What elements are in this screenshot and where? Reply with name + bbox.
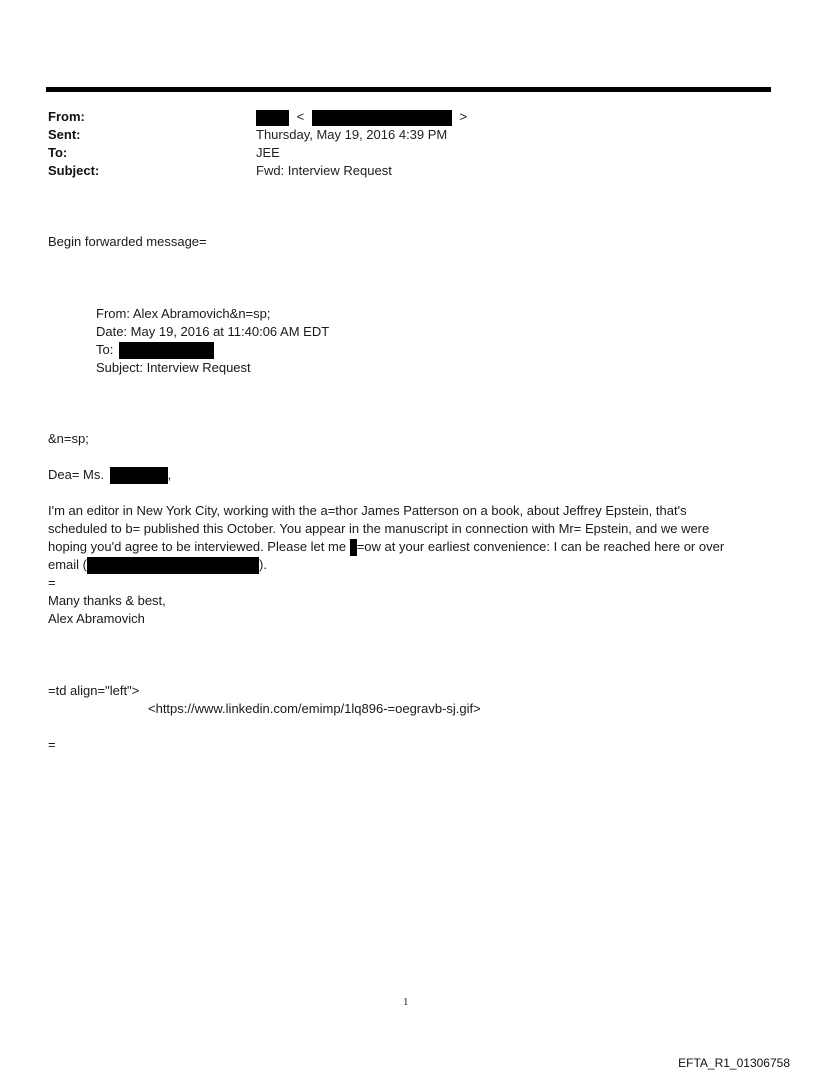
paragraph-line-4-start: email ( [48, 557, 88, 572]
header-rule [46, 87, 771, 92]
fwd-to-line [96, 341, 214, 359]
signoff-line: Many thanks & best, [48, 593, 166, 608]
header-from-row [48, 108, 748, 126]
fwd-date-line: Date: May 19, 2016 at 11:40:06 AM EDT [96, 324, 330, 339]
equals-line-2: = [48, 737, 56, 752]
paragraph-line-3 [48, 538, 724, 556]
redaction-bar [119, 342, 214, 359]
header-to-row [48, 144, 748, 162]
equals-line-1: = [48, 575, 56, 590]
redaction-bar [350, 539, 357, 556]
sent-value: Thursday, May 19, 2016 4:39 PM [256, 127, 448, 142]
sent-label: Sent: [48, 127, 81, 142]
to-value: JEE [256, 145, 280, 160]
from-open-bracket: < [296, 109, 305, 124]
subject-value: Fwd: Interview Request [256, 163, 392, 178]
redaction-bar [87, 557, 259, 574]
paragraph-line-1: I'm an editor in New York City, working with the a=thor James Patterson on a book, about Jeffrey Epstein, that's [48, 503, 687, 518]
page-number: 1 [403, 996, 409, 1008]
nbsp-line: &n=sp; [48, 431, 89, 446]
redaction-bar [110, 467, 168, 484]
redaction-bar [312, 110, 452, 126]
salutation-line [48, 466, 171, 484]
begin-forwarded-line: Begin forwarded message= [48, 234, 207, 249]
paragraph-line-3-start: hoping you'd agree to be interviewed. Please let me [48, 539, 347, 554]
salutation-text: Dea= Ms. [48, 467, 104, 482]
paragraph-line-2: scheduled to b= published this October. You appear in the manuscript in connection with Mr= Epstein, and we were [48, 521, 710, 536]
header-sent-row [48, 126, 748, 144]
signature-line: Alex Abramovich [48, 611, 145, 626]
paragraph-line-4 [48, 556, 267, 574]
header-subject-row [48, 162, 748, 180]
to-label: To: [48, 145, 68, 160]
document-id: EFTA_R1_01306758 [678, 1056, 790, 1070]
fwd-from-line: From: Alex Abramovich&n=sp; [96, 306, 271, 321]
paragraph-line-4-end: ). [259, 557, 267, 572]
from-label: From: [48, 109, 85, 124]
fwd-subject-line: Subject: Interview Request [96, 360, 251, 375]
from-value [256, 108, 467, 126]
linkedin-link[interactable]: <https://www.linkedin.com/emimp/1lq896-=oegravb-sj.gif> [148, 701, 481, 716]
salutation-comma: , [167, 467, 172, 482]
subject-label: Subject: [48, 163, 100, 178]
fwd-to-label: To: [96, 342, 114, 357]
paragraph-line-3-end: =ow at your earliest convenience: I can be reached here or over [356, 539, 725, 554]
redaction-bar [256, 110, 289, 126]
td-markup-line: =td align="left"> [48, 683, 140, 698]
from-close-bracket: > [459, 109, 468, 124]
